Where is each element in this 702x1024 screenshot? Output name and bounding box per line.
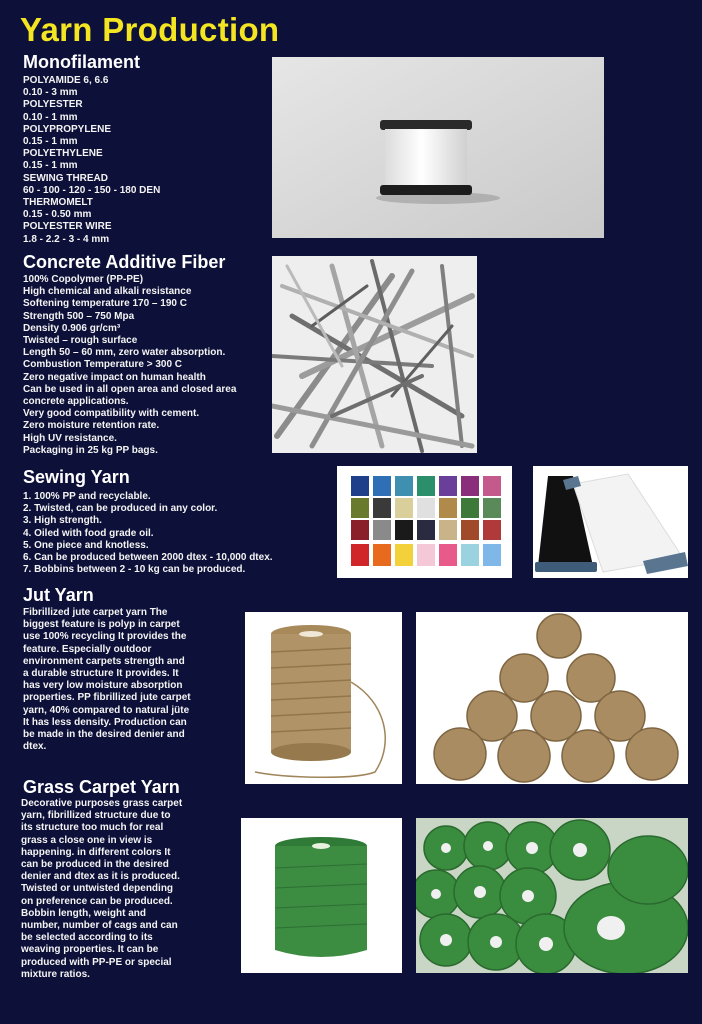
description-line: denier and dtex as it is produced.: [21, 871, 180, 883]
description-line: yarn, 40% compared to natural jüte: [23, 704, 190, 716]
description-line: Twisted or untwisted depending: [21, 883, 174, 895]
monofilament-spec-list: [23, 75, 160, 246]
spec-line: Twisted – rough surface: [23, 335, 138, 347]
description-line: properties. PP fibrillized jute carpet: [23, 692, 191, 704]
spec-line: POLYESTER: [23, 99, 83, 111]
spec-line: Strength 500 – 750 Mpa: [23, 310, 135, 322]
spec-line: Length 50 – 60 mm, zero water absorption.: [23, 347, 226, 359]
description-line: be made in the desired denier and: [23, 729, 185, 741]
spec-line: 60 - 100 - 120 - 150 - 180 DEN: [23, 184, 161, 196]
sewing-yarn-cones-image: [533, 466, 688, 578]
description-line: can be produced in the desired: [21, 859, 169, 871]
section-heading-grass-carpet-yarn: Grass Carpet Yarn: [23, 777, 180, 797]
spec-line: Can be used in all open area and closed area: [23, 383, 237, 395]
spec-line: 0.15 - 1 mm: [23, 160, 78, 172]
jut-yarn-description: [23, 607, 191, 753]
spec-line: POLYAMIDE 6, 6.6: [23, 75, 109, 86]
description-line: Decorative purposes grass carpet: [21, 798, 183, 809]
description-line: grass a close one in view is: [21, 834, 153, 846]
description-line: its structure too much for real: [21, 822, 164, 834]
sewing-yarn-feature-list: [23, 491, 273, 576]
description-line: happening. in different colors It: [21, 846, 171, 858]
feature-line: 2. Twisted, can be produced in any color.: [23, 503, 218, 515]
spec-line: THERMOMELT: [23, 197, 93, 209]
spec-line: 0.10 - 1 mm: [23, 111, 78, 123]
description-line: Bobbin length, weight and: [21, 907, 146, 919]
spec-line: SEWING THREAD: [23, 172, 108, 184]
description-line: biggest feature is polyp in carpet: [23, 619, 180, 631]
description-line: Fibrillized jute carpet yarn The: [23, 607, 168, 618]
spec-line: concrete applications.: [23, 396, 129, 408]
spec-line: High chemical and alkali resistance: [23, 286, 192, 298]
section-heading-monofilament: Monofilament: [23, 52, 140, 72]
colored-thread-spools-image: [337, 466, 512, 578]
description-line: weaving properties. It can be: [21, 944, 159, 956]
spec-line: Packaging in 25 kg PP bags.: [23, 444, 158, 456]
spec-line: 0.15 - 0.50 mm: [23, 209, 92, 221]
spec-line: 100% Copolymer (PP-PE): [23, 274, 144, 285]
description-line: feature. Especially outdoor: [23, 643, 152, 655]
grass-carpet-yarn-description: [21, 798, 182, 981]
feature-line: 4. Oiled with food grade oil.: [23, 527, 154, 539]
description-line: a durable structure It provides. It: [23, 668, 179, 680]
description-line: has very low moisture absorption: [23, 680, 183, 692]
description-line: produced with PP-PE or special: [21, 956, 172, 968]
description-line: use 100% recycling It provides the: [23, 631, 187, 643]
concrete-fiber-image: [272, 256, 477, 453]
grass-yarn-cone-image: [241, 818, 402, 973]
section-heading-concrete-fiber: Concrete Additive Fiber: [23, 252, 226, 272]
monofilament-spool-image: [272, 57, 604, 238]
spec-line: 0.15 - 1 mm: [23, 136, 78, 148]
feature-line: 5. One piece and knotless.: [23, 539, 149, 551]
spec-line: POLYETHYLENE: [23, 148, 103, 160]
spec-line: Softening temperature 170 – 190 C: [23, 298, 187, 310]
description-line: number, number of cags and can: [21, 920, 178, 932]
feature-line: 1. 100% PP and recyclable.: [23, 491, 151, 502]
jute-balls-image: [416, 612, 688, 784]
spec-line: POLYESTER WIRE: [23, 221, 112, 233]
spec-line: 0.10 - 3 mm: [23, 87, 78, 99]
spec-line: Zero moisture retention rate.: [23, 420, 160, 432]
description-line: yarn, fibrillized structure due to: [21, 810, 171, 822]
spec-line: 1.8 - 2.2 - 3 - 4 mm: [23, 233, 110, 245]
feature-line: 3. High strength.: [23, 515, 102, 527]
feature-line: 6. Can be produced between 2000 dtex - 10,000 dtex.: [23, 552, 273, 564]
spec-line: Zero negative impact on human health: [23, 371, 206, 383]
grass-yarn-stacked-cones-image: [416, 818, 688, 973]
spec-line: Combustion Temperature > 300 C: [23, 359, 183, 371]
spec-line: Very good compatibility with cement.: [23, 408, 200, 420]
concrete-fiber-spec-list: [23, 274, 236, 457]
jute-spool-image: [245, 612, 402, 784]
spec-line: POLYPROPYLENE: [23, 123, 111, 135]
page-title: Yarn Production: [20, 11, 280, 48]
feature-line: 7. Bobbins between 2 - 10 kg can be produced.: [23, 564, 246, 576]
description-line: mixture ratios.: [21, 968, 90, 980]
spec-line: Density 0.906 gr/cm³: [23, 322, 121, 334]
description-line: on preference can be produced.: [21, 895, 173, 907]
description-line: It has less density. Production can: [23, 716, 187, 728]
description-line: be selected according to its: [21, 932, 153, 944]
spec-line: High UV resistance.: [23, 432, 117, 444]
description-line: environment carpets strength and: [23, 655, 185, 667]
section-heading-sewing-yarn: Sewing Yarn: [23, 467, 130, 487]
description-line: dtex.: [23, 741, 47, 753]
section-heading-jut-yarn: Jut Yarn: [23, 585, 94, 605]
